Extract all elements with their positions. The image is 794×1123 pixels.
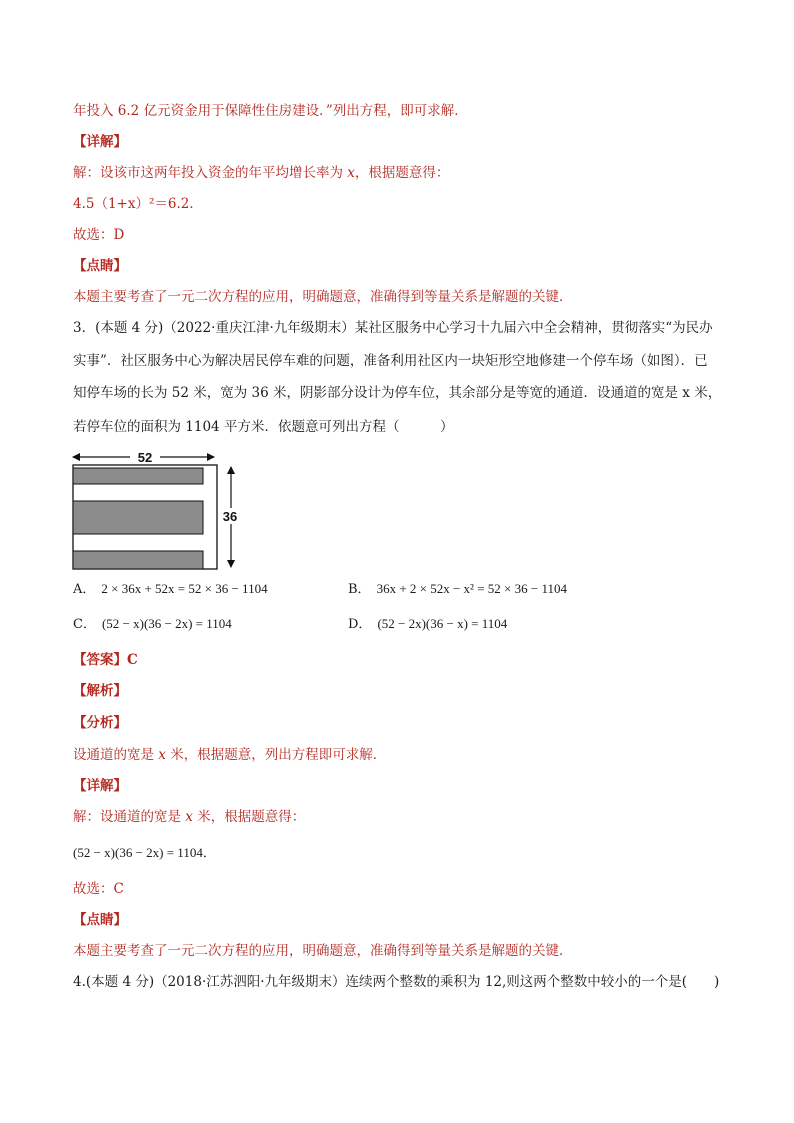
q3-comment-label: 【点睛】	[73, 912, 127, 928]
option-b-expression: 36x + 2 × 52x − x² = 52 × 36 − 1104	[376, 581, 567, 596]
option-d	[348, 614, 507, 635]
q3-stem-line-1: 3．(本题 4 分)（2022·重庆江津·九年级期末）某社区服务中心学习十九届六中全会精神，贯彻落实“为民办	[73, 320, 713, 336]
q2-equation: 4.5（1+x）²＝6.2．	[73, 196, 203, 212]
q3-fenxi-line	[73, 745, 386, 765]
q2-amount: 6.2	[117, 103, 140, 119]
q2-comment: 本题主要考查了一元二次方程的应用，明确题意，准确得到等量关系是解题的关键．	[73, 289, 573, 305]
q3-analysis-label: 【解析】	[73, 683, 127, 699]
q3-solve-var: x	[185, 809, 193, 825]
q3-solution-line	[73, 807, 305, 827]
q3-answer: 【答案】C	[73, 652, 138, 668]
option-a	[73, 579, 268, 600]
q3-stem-line-3: 知停车场的长为 52 米，宽为 36 米，阴影部分设计为停车位，其余部分是等宽的通道．设通道的宽是 x 米，	[73, 385, 722, 401]
parking-lot-diagram	[70, 448, 250, 572]
parking-stall-bottom	[73, 551, 203, 569]
q2-conclusion-line	[73, 101, 468, 121]
option-c-expression: (52 − x)(36 − 2x) = 1104	[101, 616, 232, 631]
option-b	[348, 579, 567, 600]
q4-stem: 4.(本题 4 分)（2018·江苏泗阳·九年级期末）连续两个整数的乘积为 12,则这两个整数中较小的一个是( )	[73, 974, 720, 990]
option-a-label: A．	[73, 582, 96, 597]
q2-solution-line	[73, 163, 449, 183]
option-d-label: D．	[348, 617, 372, 632]
q3-fenxi-prefix: 设通道的宽是	[73, 747, 159, 763]
option-b-label: B．	[348, 582, 371, 597]
q2-detail-label: 【详解】	[73, 134, 127, 150]
q3-detail-label: 【详解】	[73, 778, 127, 794]
q3-equation: (52 − x)(36 − 2x) = 1104．	[73, 845, 216, 860]
q2-text-a: 年投入	[73, 103, 118, 119]
q2-solve-prefix: 解：设该市这两年投入资金的年平均增长率为	[73, 165, 348, 181]
q2-choice: 故选：D	[73, 227, 125, 243]
parking-stall-top	[73, 468, 203, 484]
q2-text-b: 亿元资金用于保障性住房建设．”列出方程，即可求解．	[139, 103, 468, 119]
q3-choice: 故选：C	[73, 881, 124, 897]
q3-solve-suffix: 米，根据题意得：	[192, 809, 306, 825]
q3-fenxi-suffix: 米，根据题意，列出方程即可求解．	[165, 747, 387, 763]
parking-stall-middle	[73, 501, 203, 534]
length-label: 52	[137, 450, 153, 465]
q3-solve-prefix: 解：设通道的宽是	[73, 809, 186, 825]
q2-solve-suffix: ，根据题意得：	[354, 165, 450, 181]
q3-stem-line-4: 若停车位的面积为 1104 平方米．依题意可列出方程（ ）	[73, 419, 454, 435]
q3-fenxi-label: 【分析】	[73, 715, 127, 731]
option-d-expression: (52 − 2x)(36 − x) = 1104	[377, 616, 508, 631]
q2-comment-label: 【点睛】	[73, 258, 127, 274]
q3-fenxi-var: x	[158, 747, 166, 763]
option-a-expression: 2 × 36x + 52x = 52 × 36 − 1104	[101, 581, 268, 596]
width-label: 36	[222, 509, 238, 524]
option-c-label: C．	[73, 617, 96, 632]
q2-solve-var: x	[347, 165, 355, 181]
option-c	[73, 614, 232, 635]
q3-comment: 本题主要考查了一元二次方程的应用，明确题意，准确得到等量关系是解题的关键．	[73, 943, 573, 959]
q3-stem-line-2: 实事”．社区服务中心为解决居民停车难的问题，准备利用社区内一块矩形空地修建一个停车场（如图）．已	[73, 353, 708, 369]
